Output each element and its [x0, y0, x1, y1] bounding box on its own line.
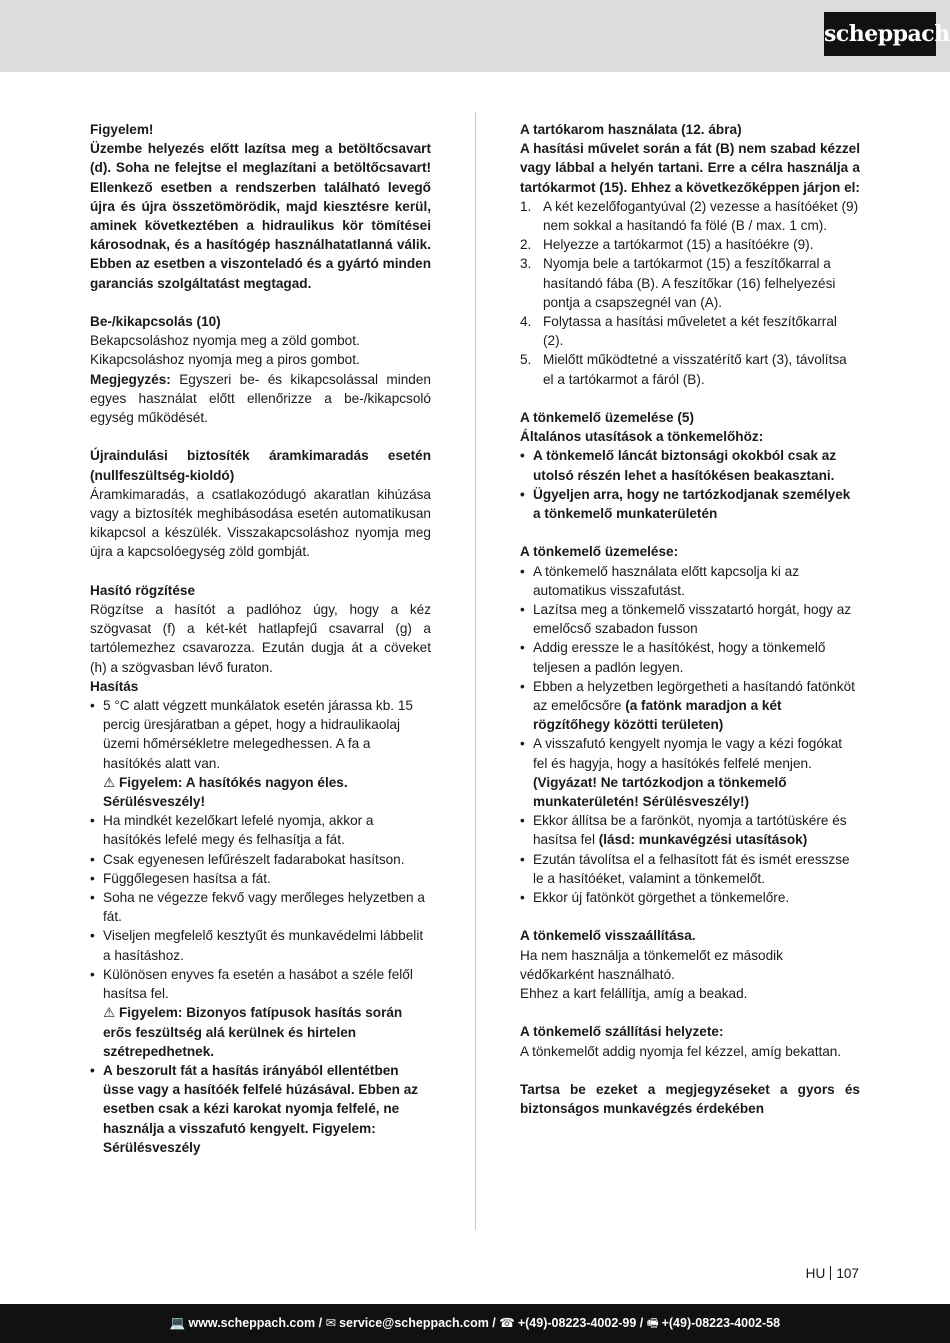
list-item: • Különösen enyves fa esetén a hasábot a széle felől hasítsa fel.: [90, 965, 431, 1003]
step-number: 2.: [520, 237, 532, 253]
onoff-on-text: Bekapcsoláshoz nyomja meg a zöld gombot.: [90, 333, 360, 349]
onoff-note-label: Megjegyzés:: [90, 371, 171, 387]
list-item: [520, 850, 860, 888]
footer-fax: +(49)-08223-4002-58: [661, 1316, 781, 1330]
op-item-text: Ekkor állítsa be a farönköt, nyomja a tartótüskére és hasítsa fel: [533, 813, 847, 848]
split-warning-1: [90, 773, 431, 811]
step-text: Folytassa a hasítási műveletet a két feszítőkarral (2).: [543, 314, 837, 349]
step-text: Mielőtt működtetné a visszatérítő kart (3), távolítsa el a tartókarmot a fáról (B).: [543, 352, 847, 387]
warning-icon: ⚠: [103, 774, 116, 790]
fax-icon: 🖷: [646, 1316, 659, 1330]
page-lang: HU: [805, 1266, 826, 1281]
lift-general-title: Általános utasítások a tönkemelőhöz:: [520, 429, 764, 445]
list-item: [520, 888, 860, 907]
op-item-text: A tönkemelő használata előtt kapcsolja ki az automatikus visszafutást.: [533, 563, 799, 598]
op-item-text: Lazítsa meg a tönkemelő visszatartó horgát, hogy az emelőcső szabadon fusson: [533, 602, 852, 637]
arm-intro: A hasítási művelet során a fát (B) nem szabad kézzel vagy lábbal a helyén tartani. Erre a célra használja a tartókarmot (15). Ehhez a következőképpen járjon el:: [520, 141, 860, 195]
split-warning-1-text: Figyelem: A hasítókés nagyon éles. Sérülésveszély!: [103, 774, 348, 810]
op-item-text: Addig eressze le a hasítókést, hogy a tönkemelő teljesen a padlón legyen.: [533, 640, 826, 675]
onoff-off-text: Kikapcsoláshoz nyomja meg a piros gombot.: [90, 352, 360, 368]
lift-title: A tönkemelő üzemelése (5): [520, 410, 695, 426]
step-item: [520, 312, 860, 350]
page-number-separator: [830, 1266, 831, 1280]
reset-title: A tönkemelő visszaállítása.: [520, 928, 696, 944]
op-item-bold: (a fatönk maradjon a két rögzítőhegy közötti területen): [533, 698, 782, 733]
transport-title: A tönkemelő szállítási helyzete:: [520, 1024, 724, 1040]
fix-title: Hasító rögzítése: [90, 582, 195, 598]
list-item: [520, 562, 860, 600]
split-list-2: [90, 811, 431, 1003]
closing-note: Tartsa be ezeket a megjegyzéseket a gyors és biztonságos munkavégzés érdekében: [520, 1082, 860, 1117]
list-item: • Csak egyenesen lefűrészelt fadarabokat hasítson.: [90, 850, 431, 869]
list-item: • A beszorult fát a hasítás irányából ellentétben üsse vagy a hasítóék felfelé húzásával. Ebben az esetben csak a kézi karokat nyomja felfelé, ne használja a visszafutó kengyelt. Figyelem: Sérülésveszély: [90, 1061, 431, 1157]
split-title: Hasítás: [90, 678, 139, 694]
list-item: • Soha ne végezze fekvő vagy merőleges helyzetben a fát.: [90, 888, 431, 926]
restart-title: Újraindulási biztosíték áramkimaradás esetén (nullfeszültség-kioldó): [90, 448, 431, 483]
op-item-text: Ekkor új fatönköt görgethet a tönkemelőre.: [533, 890, 790, 906]
footer-phone: +(49)-08223-4002-99 /: [517, 1316, 644, 1330]
list-item: • A tönkemelő láncát biztonsági okokból csak az utolsó részén lehet a hasítókésen beakasztani.: [520, 446, 860, 484]
mail-icon: ✉: [325, 1316, 337, 1330]
list-item: [520, 811, 860, 849]
op-item-bold: (lásd: munkavégzési utasítások): [598, 832, 808, 848]
step-number: 5.: [520, 352, 532, 368]
page-number-value: 107: [836, 1266, 859, 1281]
step-item: [520, 254, 860, 312]
step-number: 4.: [520, 314, 532, 330]
list-item: [520, 638, 860, 676]
list-item: [520, 677, 860, 735]
list-item: • 5 °C alatt végzett munkálatok esetén járassa kb. 15 percig üresjáratban a gépet, hogy a hidraulikaolaj üzemi hőmérsékletre melegedhessen. A fa a hasítókés alatt van.: [90, 696, 431, 773]
transport-text: A tönkemelőt addig nyomja fel kézzel, amíg bekattan.: [520, 1043, 842, 1059]
arm-steps: [520, 197, 860, 389]
op-title: A tönkemelő üzemelése:: [520, 544, 679, 560]
step-item: [520, 350, 860, 388]
footer-website: www.scheppach.com /: [188, 1316, 323, 1330]
reset-text-2: Ehhez a kart felállítja, amíg a beakad.: [520, 986, 748, 1002]
step-text: Nyomja bele a tartókarmot (15) a feszítőkarral a hasítandó fába (B). A feszítőkar (16) felhelyezési pontja a csapszegnél van (A).: [543, 256, 836, 310]
list-item: • Viseljen megfelelő kesztyűt és munkavédelmi lábbelit a hasításhoz.: [90, 926, 431, 964]
warning-text: Üzembe helyezés előtt lazítsa meg a betöltőcsavart (d). Soha ne felejtse el meglazítani a betöltőcsavart! Ellenkező esetben a rendszerben található levegő újra és újra összetömörödik, majd kiesztésre kerül, aminek következtében a hidraulikus kör tömítései károsodnak, és a hasítógép használhatatlanná válik. Ebben az esetben a viszonteladó és a gyártó minden garanciás szolgáltatást megtagad.: [90, 141, 431, 291]
phone-icon: ☎: [499, 1316, 515, 1330]
computer-icon: 💻: [169, 1316, 186, 1330]
list-item: [520, 734, 860, 811]
warning-icon: ⚠: [103, 1005, 116, 1021]
lift-general-list: [520, 446, 860, 523]
split-warning-2: [90, 1003, 431, 1061]
step-item: [520, 235, 860, 254]
split-list-3: [90, 1061, 431, 1157]
split-warning-2-text: Figyelem: Bizonyos fatípusok hasítás során erős feszültség alá kerülnek és hirtelen szétrepedhetnek.: [103, 1005, 403, 1059]
restart-text: Áramkimaradás, a csatlakozódugó akaratlan kihúzása vagy a biztosíték meghibásodása esetén automatikusan kikapcsol a készülék. Visszakapcsoláshoz nyomja meg újra a kapcsolóegység zöld gombját.: [90, 486, 431, 560]
reset-text-1: Ha nem használja a tönkemelőt ez második védőkarként használható.: [520, 947, 783, 982]
onoff-note: [90, 370, 431, 428]
fix-text: Rögzítse a hasítót a padlóhoz úgy, hogy a kéz szögvasat (f) a két-két hatlapfejű csavarral (g) a tartólemezhez csavarozza. Ezután dugja át a cöveket (h) a szögvasban lévő furaton.: [90, 602, 431, 675]
left-column: [90, 120, 431, 1157]
step-text: A két kezelőfogantyúval (2) vezesse a hasítóéket (9) nem sokkal a hasítandó fa fölé (B / max. 1 cm).: [543, 198, 859, 234]
list-item: [520, 600, 860, 638]
step-number: 3.: [520, 256, 532, 272]
page-header: [0, 0, 950, 72]
list-item: • Ügyeljen arra, hogy ne tartózkodjanak személyek a tönkemelő munkaterületén: [520, 485, 860, 523]
column-divider: [475, 112, 476, 1230]
warning-title: Figyelem!: [90, 122, 154, 137]
op-item-bold: (Vigyázat! Ne tartózkodjon a tönkemelő munkaterületén! Sérülésveszély!): [533, 774, 787, 810]
op-item-text: Ebben a helyzetben legörgetheti a hasítandó fatönköt az emelőcsőre: [533, 678, 855, 714]
arm-title: A tartókarom használata (12. ábra): [520, 122, 742, 137]
list-item: • Függőlegesen hasítsa a fát.: [90, 869, 431, 888]
onoff-title: Be-/kikapcsolás (10): [90, 314, 221, 330]
step-number: 1.: [520, 198, 532, 214]
split-list-1: [90, 696, 431, 773]
page-footer: [0, 1304, 950, 1343]
op-item-text: A visszafutó kengyelt nyomja le vagy a kézi fogókat fel és hagyja, hogy a hasítókés felfelé menjen.: [533, 736, 843, 771]
onoff-note-text: Egyszeri be- és kikapcsolással minden egyes használat előtt ellenőrizze a be-/kikapcsoló egység működését.: [90, 371, 431, 426]
step-text: Helyezze a tartókarmot (15) a hasítóékre (9).: [543, 237, 814, 253]
step-item: [520, 197, 860, 235]
brand-logo: scheppach: [824, 12, 936, 56]
right-column: [520, 120, 860, 1118]
list-item: • Ha mindkét kezelőkart lefelé nyomja, akkor a hasítókés lefelé megy és felhasítja a fát.: [90, 811, 431, 849]
page-number: [806, 1265, 859, 1283]
footer-email: service@scheppach.com /: [339, 1316, 496, 1330]
op-list: [520, 562, 860, 908]
op-item-text: Ezután távolítsa el a felhasított fát és ismét eresszse le a hasítóéket, valamint a tönkemelőt.: [533, 851, 850, 886]
